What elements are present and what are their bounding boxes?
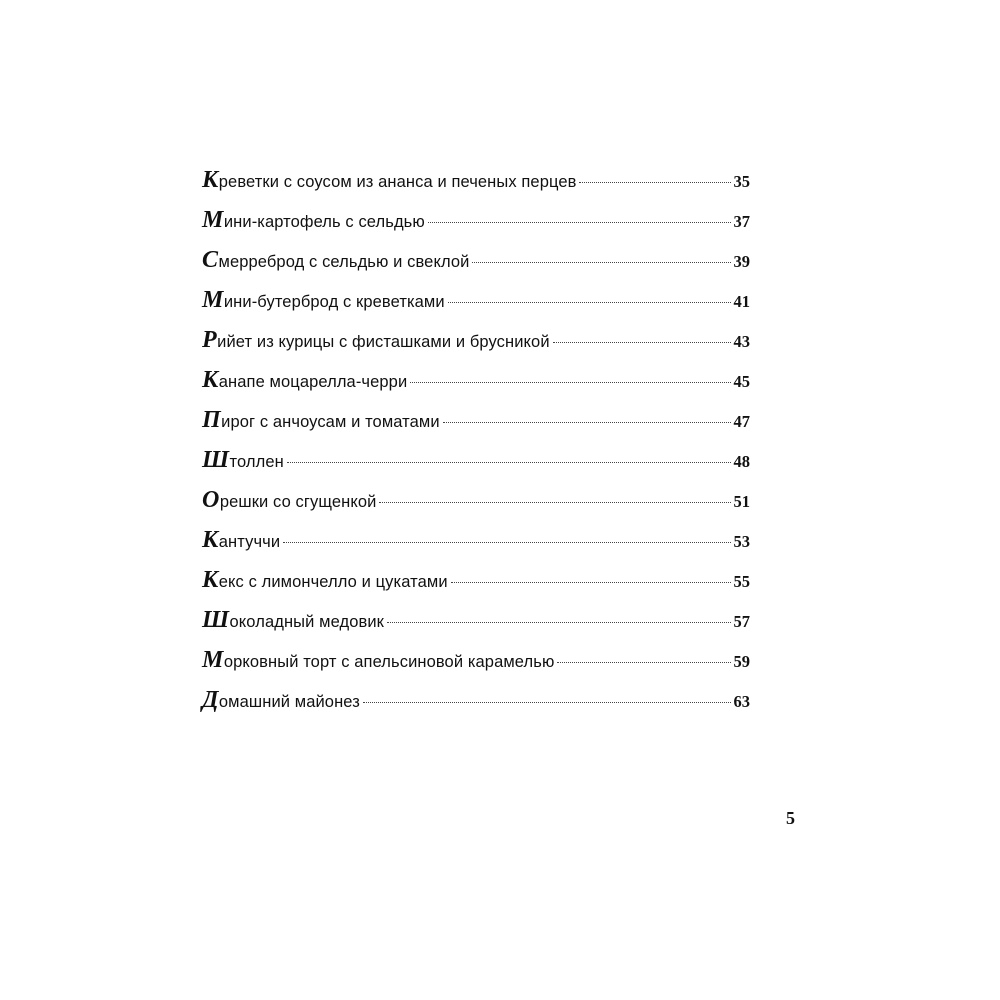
entry-title-text: ини-бутерброд с креветками bbox=[223, 293, 445, 311]
drop-initial: К bbox=[202, 367, 218, 393]
dot-leader bbox=[287, 462, 731, 463]
page-number: 47 bbox=[733, 412, 750, 431]
toc-entry[interactable] bbox=[202, 240, 750, 280]
toc-entry[interactable] bbox=[202, 200, 750, 240]
entry-title-text: анапе моцарелла-черри bbox=[218, 373, 408, 391]
entry-title-text: ирог с анчоусам и томатами bbox=[221, 413, 440, 431]
toc-entry[interactable] bbox=[202, 680, 750, 720]
table-of-contents bbox=[202, 160, 750, 720]
entry-title-text: антуччи bbox=[218, 533, 281, 551]
toc-entry[interactable] bbox=[202, 360, 750, 400]
dot-leader bbox=[579, 182, 730, 183]
entry-title-text: екс с лимончелло и цукатами bbox=[218, 573, 448, 591]
entry-title bbox=[202, 560, 448, 602]
page-number: 48 bbox=[733, 452, 750, 471]
toc-entry[interactable] bbox=[202, 160, 750, 200]
page-number: 63 bbox=[733, 692, 750, 711]
toc-entry[interactable] bbox=[202, 640, 750, 680]
toc-entry[interactable] bbox=[202, 440, 750, 480]
entry-title-text: реветки с соусом из ананса и печеных перцев bbox=[218, 173, 577, 191]
entry-title bbox=[202, 600, 384, 642]
dot-leader bbox=[410, 382, 730, 383]
entry-title-text: околадный медовик bbox=[229, 613, 384, 631]
drop-initial: Р bbox=[202, 327, 217, 353]
entry-title bbox=[202, 480, 376, 522]
entry-title bbox=[202, 200, 425, 242]
entry-title bbox=[202, 240, 469, 282]
entry-title-text: решки со сгущенкой bbox=[219, 493, 377, 511]
entry-title bbox=[202, 680, 360, 722]
dot-leader bbox=[553, 342, 731, 343]
page-number: 55 bbox=[733, 572, 750, 591]
dot-leader bbox=[443, 422, 731, 423]
page-number: 39 bbox=[733, 252, 750, 271]
entry-title-text: толлен bbox=[229, 453, 284, 471]
entry-title-text: мерреброд с сельдью и свеклой bbox=[218, 253, 470, 271]
entry-title bbox=[202, 640, 554, 682]
page-number: 53 bbox=[733, 532, 750, 551]
entry-title bbox=[202, 160, 576, 202]
page-number: 35 bbox=[733, 172, 750, 191]
entry-title-text: ини-картофель с сельдью bbox=[223, 213, 425, 231]
drop-initial: Д bbox=[202, 687, 218, 713]
drop-initial: Ш bbox=[202, 447, 229, 473]
toc-entry[interactable] bbox=[202, 280, 750, 320]
drop-initial: М bbox=[202, 287, 223, 313]
dot-leader bbox=[379, 502, 730, 503]
entry-title-text: орковный торт с апельсиновой карамелью bbox=[223, 653, 555, 671]
drop-initial: М bbox=[202, 207, 223, 233]
toc-entry[interactable] bbox=[202, 520, 750, 560]
dot-leader bbox=[472, 262, 730, 263]
drop-initial: О bbox=[202, 487, 219, 513]
toc-entry[interactable] bbox=[202, 600, 750, 640]
entry-title bbox=[202, 280, 445, 322]
entry-title bbox=[202, 400, 440, 442]
dot-leader bbox=[451, 582, 731, 583]
drop-initial: К bbox=[202, 527, 218, 553]
toc-entry[interactable] bbox=[202, 400, 750, 440]
page-number: 41 bbox=[733, 292, 750, 311]
entry-title bbox=[202, 520, 280, 562]
dot-leader bbox=[557, 662, 730, 663]
page-number: 43 bbox=[733, 332, 750, 351]
drop-initial: К bbox=[202, 167, 218, 193]
entry-title bbox=[202, 440, 284, 482]
dot-leader bbox=[363, 702, 731, 703]
entry-title bbox=[202, 320, 550, 362]
entry-title-text: омашний майонез bbox=[218, 693, 360, 711]
dot-leader bbox=[283, 542, 730, 543]
toc-entry[interactable] bbox=[202, 320, 750, 360]
drop-initial: С bbox=[202, 247, 218, 273]
drop-initial: К bbox=[202, 567, 218, 593]
dot-leader bbox=[387, 622, 731, 623]
page-number: 37 bbox=[733, 212, 750, 231]
toc-entry[interactable] bbox=[202, 560, 750, 600]
drop-initial: П bbox=[202, 407, 221, 433]
drop-initial: Ш bbox=[202, 607, 229, 633]
toc-entry[interactable] bbox=[202, 480, 750, 520]
entry-title bbox=[202, 360, 407, 402]
page-number: 51 bbox=[733, 492, 750, 511]
dot-leader bbox=[448, 302, 731, 303]
page-number: 57 bbox=[733, 612, 750, 631]
page-folio: 5 bbox=[786, 808, 795, 828]
page-number: 45 bbox=[733, 372, 750, 391]
entry-title-text: ийет из курицы с фисташками и брусникой bbox=[217, 333, 550, 351]
page-number: 59 bbox=[733, 652, 750, 671]
drop-initial: М bbox=[202, 647, 223, 673]
dot-leader bbox=[428, 222, 731, 223]
